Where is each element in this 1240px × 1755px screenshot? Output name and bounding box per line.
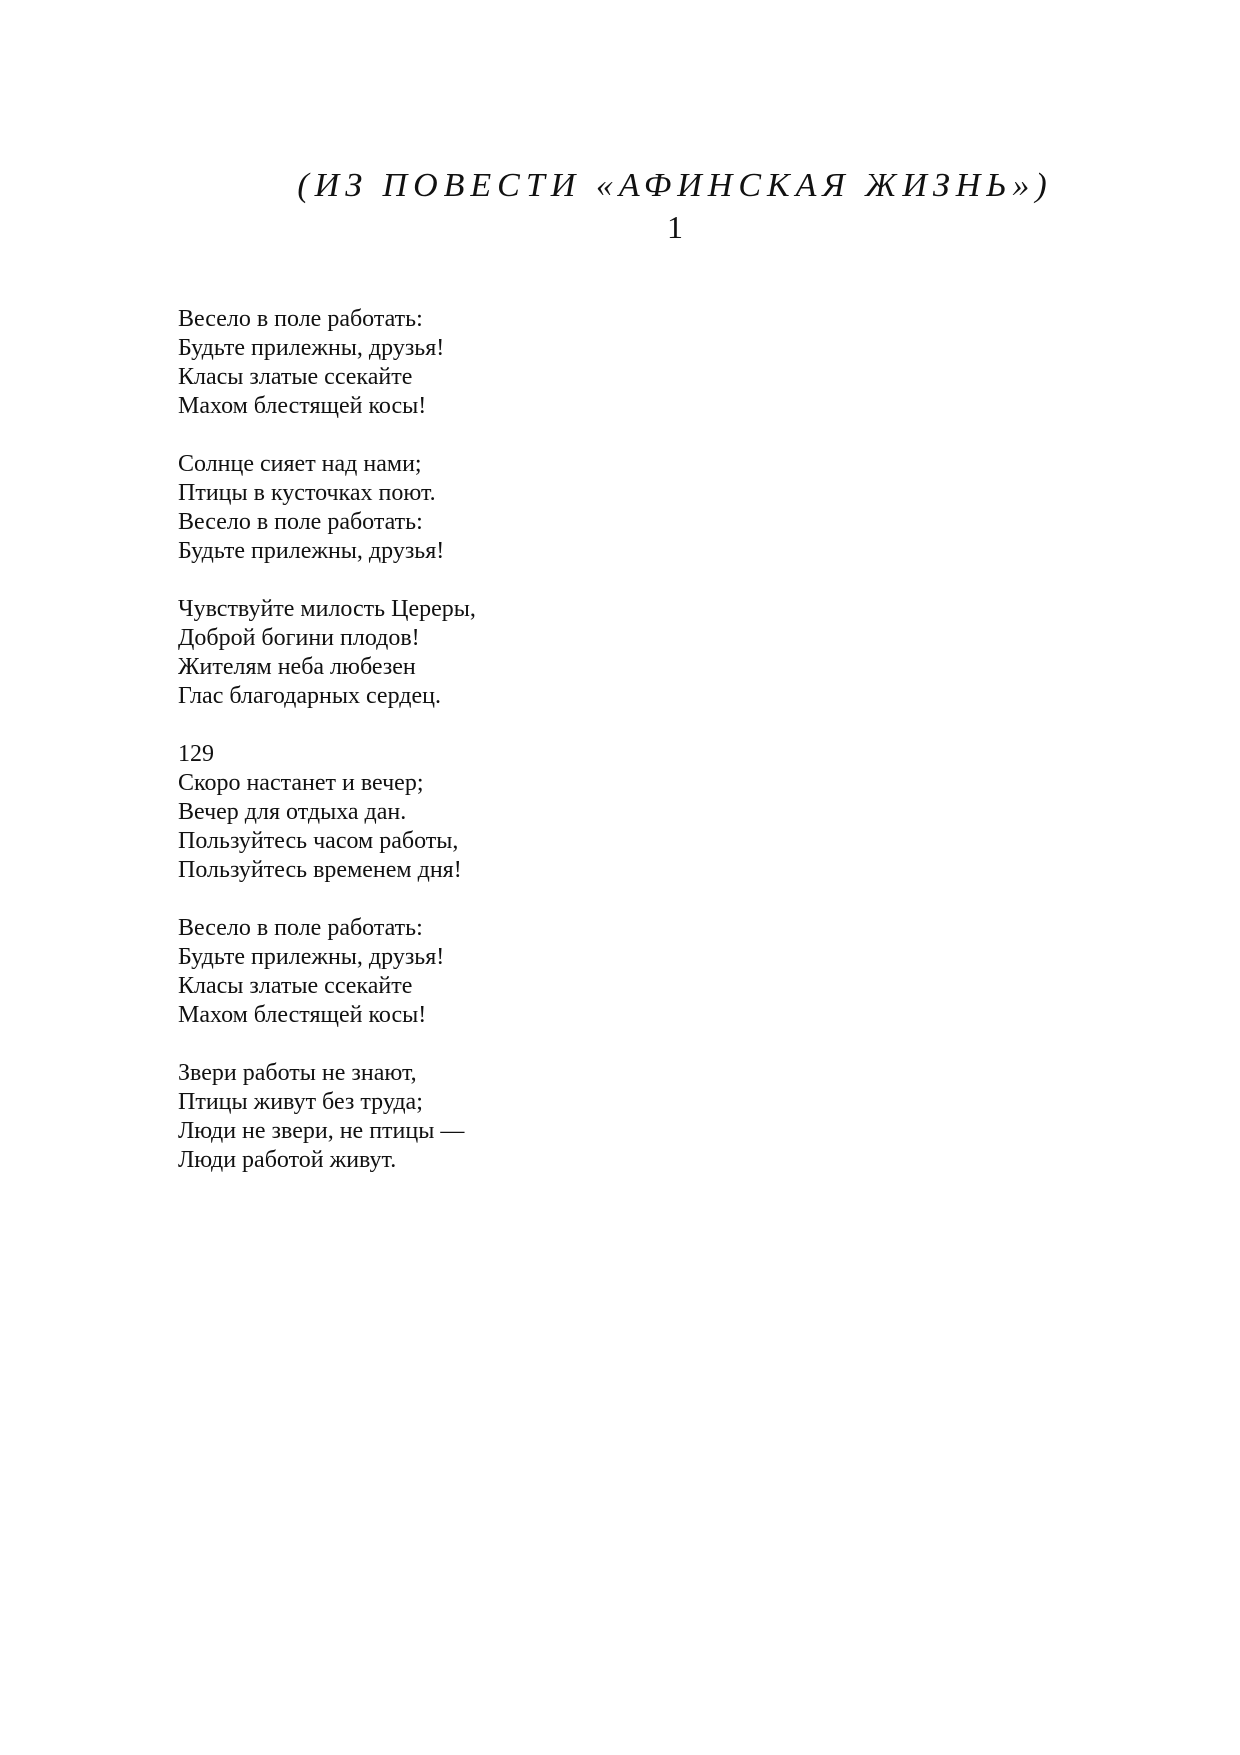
poem-line: Будьте прилежны, друзья! — [178, 538, 445, 564]
poem-line: Весело в поле работать: — [178, 306, 423, 332]
poem-line: Будьте прилежны, друзья! — [178, 335, 445, 361]
stanza-1 — [178, 305, 1078, 421]
poem-line: Жителям неба любезен — [178, 654, 416, 680]
poem-line: Доброй богини плодов! — [178, 625, 420, 651]
poem-line: Пользуйтесь временем дня! — [178, 857, 462, 883]
poem-line: Птицы в кусточках поют. — [178, 480, 436, 506]
stanza-4 — [178, 740, 1078, 885]
poem-line: Скоро настанет и вечер; — [178, 770, 424, 796]
poem-line: Будьте прилежны, друзья! — [178, 944, 445, 970]
poem-line: Солнце сияет над нами; — [178, 451, 422, 477]
poem-number: 1 — [667, 209, 683, 245]
stanza-5 — [178, 914, 1078, 1030]
poem-line: Пользуйтесь часом работы, — [178, 828, 459, 854]
poem-line: Класы златые ссекайте — [178, 973, 413, 999]
poem-line: Глас благодарных сердец. — [178, 683, 441, 709]
poem-line: Махом блестящей косы! — [178, 1002, 427, 1028]
poem-line: Весело в поле работать: — [178, 915, 423, 941]
poem-line: Люди работой живут. — [178, 1147, 397, 1173]
stanza-2 — [178, 450, 1078, 566]
poem-line: Люди не звери, не птицы — — [178, 1118, 465, 1144]
poem-line: Класы златые ссекайте — [178, 364, 413, 390]
poem-line: Звери работы не знают, — [178, 1060, 417, 1086]
poem-body — [178, 305, 1078, 1204]
poem-line: Махом блестящей косы! — [178, 393, 427, 419]
poem-line: Птицы живут без труда; — [178, 1089, 423, 1115]
poem-line: Чувствуйте милость Цереры, — [178, 596, 476, 622]
page-marker: 129 — [178, 741, 214, 767]
stanza-3 — [178, 595, 1078, 711]
poem-heading — [0, 165, 1240, 247]
poem-line: Вечер для отдыха дан. — [178, 799, 407, 825]
poem-line: Весело в поле работать: — [178, 509, 423, 535]
poem-title: (ИЗ ПОВЕСТИ «АФИНСКАЯ ЖИЗНЬ») — [297, 167, 1053, 204]
stanza-6 — [178, 1059, 1078, 1175]
